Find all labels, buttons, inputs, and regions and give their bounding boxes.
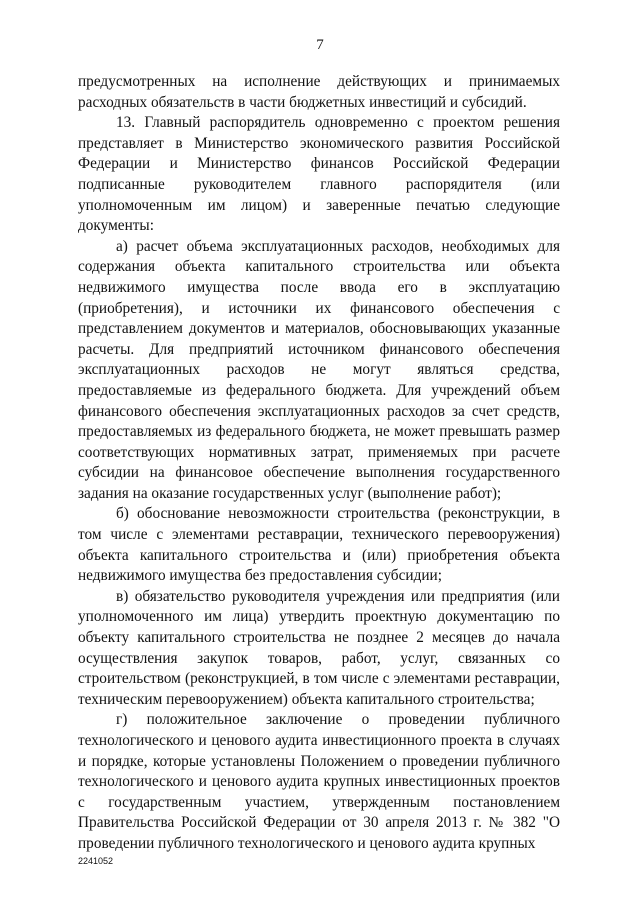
document-body bbox=[78, 72, 560, 855]
paragraph-subitem-a: а) расчет объема эксплуатационных расходов, необходимых для содержания объекта капитального строительства или объекта недвижимого имущества после ввода его в эксплуатацию (приобретения), и источники их финансового обеспечения с представлением документов и материалов, обосновывающих указанные расчеты. Для предприятий источником финансового обеспечения эксплуатационных расходов не могут являться средства, предоставляемые из федерального бюджета. Для учреждений объем финансового обеспечения эксплуатационных расходов за счет средств, предоставляемых из федерального бюджета, не может превышать размер соответствующих нормативных затрат, применяемых при расчете субсидии на финансовое обеспечение выполнения государственного задания на оказание государственных услуг (выполнение работ); bbox=[78, 237, 560, 502]
paragraph-continuation: предусмотренных на исполнение действующих и принимаемых расходных обязательств в части бюджетных инвестиций и субсидий. bbox=[78, 73, 560, 111]
paragraph-subitem-v: в) обязательство руководителя учреждения или предприятия (или уполномоченного им лица) утвердить проектную документацию по объекту капитального строительства не позднее 2 месяцев до начала осуществления закупок товаров, работ, услуг, связанных со строительством (реконструкцией, в том числе с элементами реставрации, техническим перевооружением) объекта капитального строительства; bbox=[78, 587, 560, 708]
page-number: 7 bbox=[316, 37, 324, 53]
document-code: 2241052 bbox=[78, 856, 114, 866]
paragraph-subitem-g: г) положительное заключение о проведении публичного технологического и ценового аудита инвестиционного проекта в случаях и порядке, которые установлены Положением о проведении публичного технологического и ценового аудита крупных инвестиционных проектов с государственным участием, утвержденным постановлением Правительства Российской Федерации от 30 апреля 2013 г. № 382 "О проведении публичного технологического и ценового аудита крупных bbox=[78, 711, 560, 852]
paragraph-subitem-b: б) обоснование невозможности строительства (реконструкции, в том числе с элементами реставрации, технического перевооружения) объекта капитального строительства и (или) приобретения объекта недвижимого имущества без предоставления субсидии; bbox=[78, 505, 560, 585]
paragraph-item-13: 13. Главный распорядитель одновременно с проектом решения представляет в Министерство экономического развития Российской Федерации и Министерство финансов Российской Федерации подписанные руководителем главного распорядителя (или уполномоченным им лицом) и заверенные печатью следующие документы: bbox=[78, 114, 560, 235]
